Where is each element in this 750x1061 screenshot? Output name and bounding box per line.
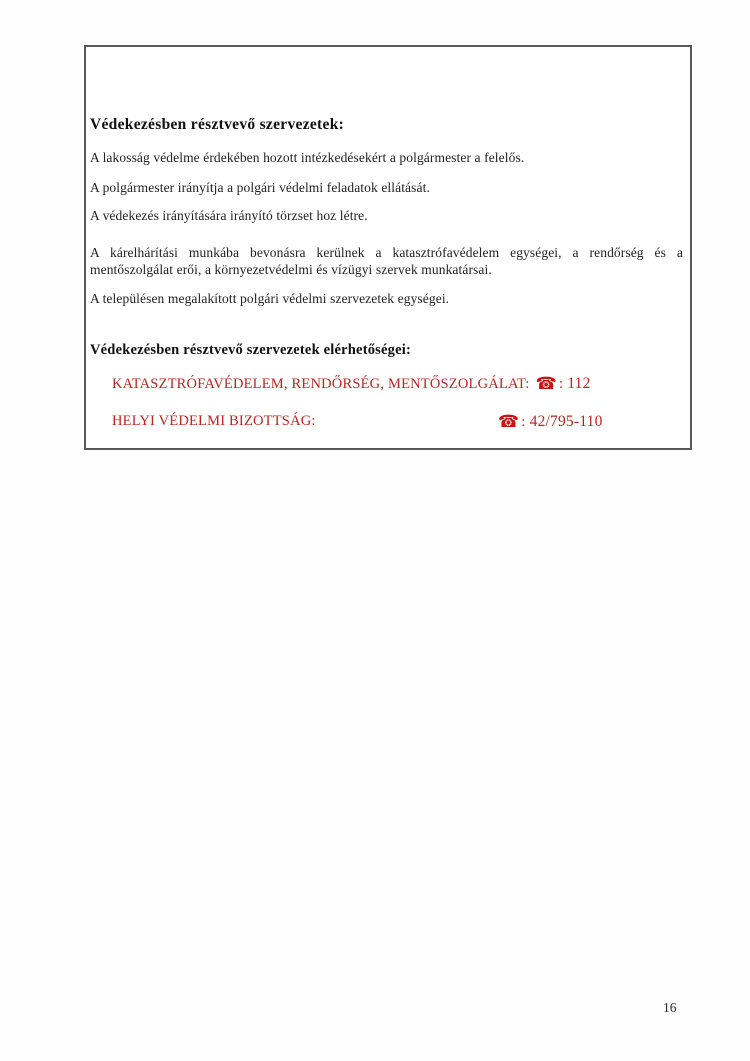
page-number: 16 bbox=[663, 1000, 677, 1015]
paragraph-local-units: A településen megalakított polgári védelmi szervezetek egységei. bbox=[90, 291, 450, 306]
content-border-box bbox=[84, 45, 692, 450]
contact-label: KATASZTRÓFAVÉDELEM, RENDŐRSÉG, MENTŐSZOLGÁLAT: bbox=[112, 376, 530, 392]
contact-number: 112 bbox=[567, 375, 591, 392]
contact-separator: : bbox=[521, 414, 526, 430]
phone-icon: ☎ bbox=[498, 412, 520, 432]
contact-separator: : bbox=[559, 376, 564, 392]
paragraph-mayor-directs: A polgármester irányítja a polgári védelmi feladatok ellátását. bbox=[90, 180, 430, 195]
paragraph-involved-units bbox=[90, 244, 683, 278]
phone-icon: ☎ bbox=[535, 374, 558, 394]
contact-row-local-committee bbox=[112, 412, 684, 431]
contact-number: 42/795-110 bbox=[529, 413, 603, 430]
contacts-subheading: Védekezésben résztvevő szervezetek elérhetőségei: bbox=[90, 342, 411, 358]
contact-label: HELYI VÉDELMI BIZOTTSÁG: bbox=[112, 413, 316, 429]
contact-row-emergency bbox=[112, 374, 684, 394]
contact-detail bbox=[498, 412, 603, 432]
section-heading: Védekezésben résztvevő szervezetek: bbox=[90, 116, 345, 133]
paragraph-responsibility: A lakosság védelme érdekében hozott intézkedésekért a polgármester a felelős. bbox=[90, 150, 525, 165]
paragraph-involved-units-line1: A kárelhárítási munkába bevonásra kerülnek a katasztrófavédelem egységei, a rendőrség és a bbox=[90, 245, 683, 260]
paragraph-command-staff: A védekezés irányítására irányító törzset hoz létre. bbox=[90, 208, 368, 223]
paragraph-involved-units-line2: mentőszolgálat erői, a környezetvédelmi és vízügyi szervek munkatársai. bbox=[90, 262, 492, 277]
